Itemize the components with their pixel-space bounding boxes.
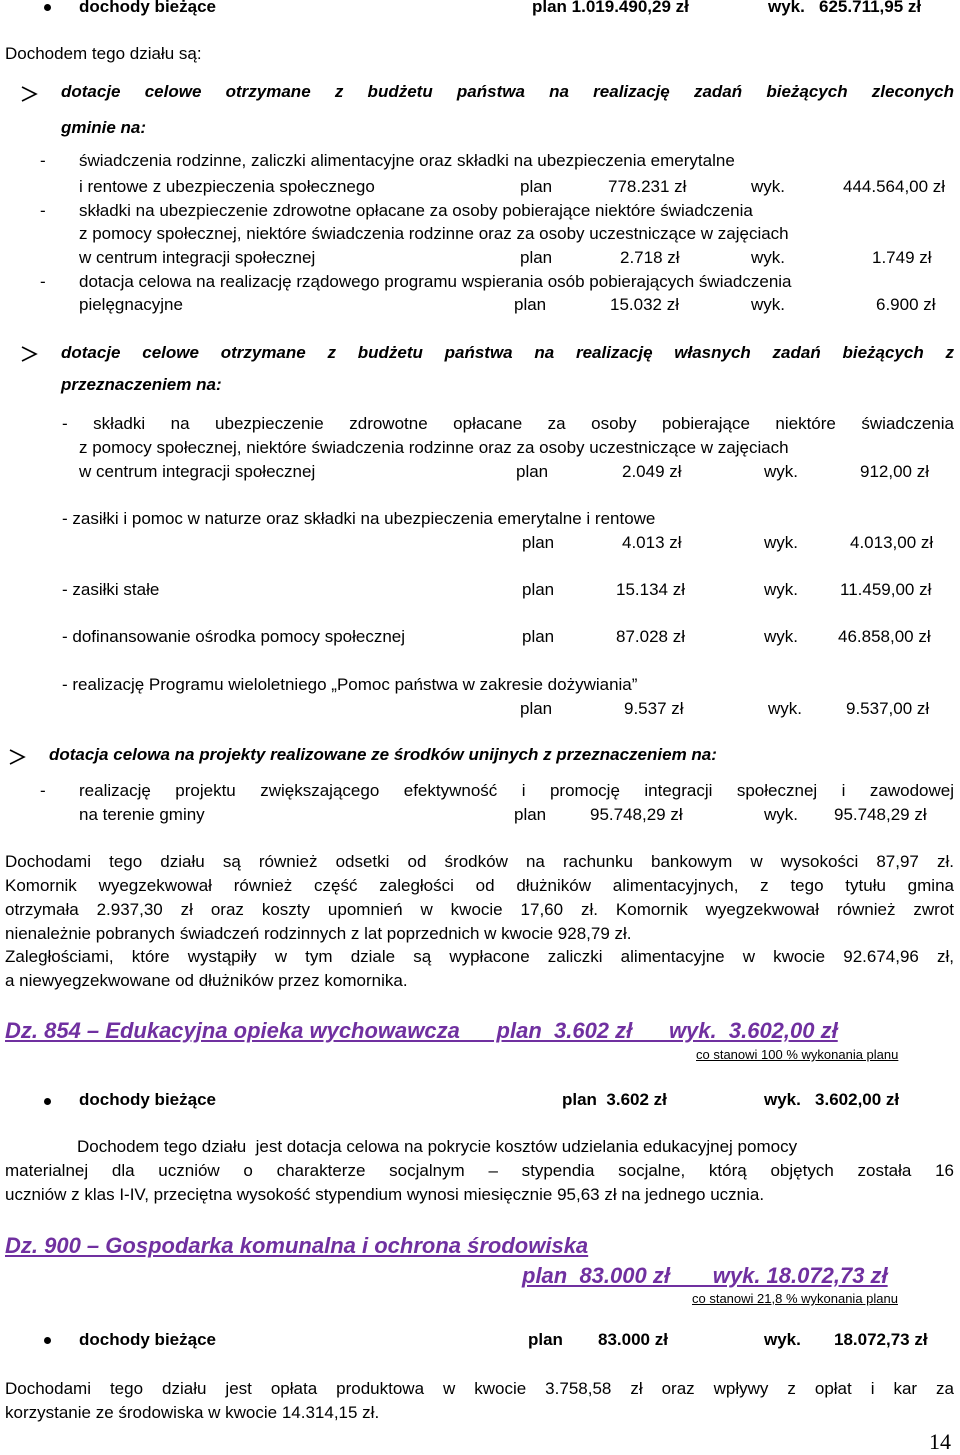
item-wyk-value: 444.564,00 zł [843, 177, 946, 196]
section-title-cont: przeznaczeniem na: [61, 375, 222, 394]
item-wyk-value: 11.459,00 zł [840, 580, 932, 599]
bullet-dot [44, 4, 51, 11]
item-text: pielęgnacyjne [79, 295, 183, 314]
item-plan-value: 15.134 zł [616, 580, 685, 599]
section-heading: Dz. 900 – Gospodarka komunalna i ochrona środowiska [5, 1233, 589, 1258]
section-title: dotacja celowa na projekty realizowane ze środków unijnych z przeznaczeniem na: [49, 745, 717, 764]
dash: - [40, 781, 46, 800]
item-wyk: wyk. [764, 533, 798, 552]
item-wyk: wyk. [764, 580, 798, 599]
row-label: dochody bieżące [79, 1090, 216, 1109]
arrow-bullet-icon [19, 344, 39, 364]
paragraph-line: nienależnie pobranych świadczeń rodzinnych z lat poprzednich w kwocie 928,79 zł. [5, 924, 632, 943]
item-plan-value: 778.231 zł [608, 177, 687, 196]
arrow-bullet-icon [19, 84, 39, 104]
section-title: dotacje celowe otrzymane z budżetu państwa na realizację zadań bieżących zleconych [61, 82, 954, 101]
item-wyk-value: 4.013,00 zł [850, 533, 934, 552]
item-plan-value: 2.718 zł [620, 248, 680, 267]
item-plan: plan [522, 627, 555, 646]
item-text: składki na ubezpieczenie zdrowotne opłacane za osoby pobierające niektóre świadczenia [79, 201, 753, 220]
item-text: realizację projektu zwiększającego efektywność i promocję integracji społecznej i zawodowej [79, 781, 954, 800]
item-text: - zasiłki i pomoc w naturze oraz składki na ubezpieczenia emerytalne i rentowe [62, 509, 656, 528]
section-heading: Dz. 854 – Edukacyjna opieka wychowawcza plan 3.602 zł wyk. 3.602,00 zł [5, 1018, 838, 1043]
item-wyk-value: 912,00 zł [860, 462, 929, 481]
item-plan: plan [514, 295, 547, 314]
dash: - [40, 272, 46, 291]
item-wyk: wyk. [751, 295, 785, 314]
paragraph-line: Zaległościami, które wystąpiły w tym dziale są wypłacone zaliczki alimentacyjne w kwocie 92.674,96 zł, [5, 947, 954, 966]
item-text: w centrum integracji społecznej [79, 248, 316, 267]
item-text: z pomocy społecznej, niektóre świadczenia rodzinne oraz za osoby uczestniczące w zajęciach [79, 224, 789, 243]
item-plan: plan [520, 699, 553, 718]
bullet-dot [44, 1098, 51, 1105]
arrow-bullet-icon [7, 747, 27, 767]
item-plan: plan [516, 462, 549, 481]
item-text: - składki na ubezpieczenie zdrowotne opłacane za osoby pobierające niektóre świadczenia [62, 414, 954, 433]
row-wyk-value: 18.072,73 zł [834, 1330, 928, 1349]
section-title: dotacje celowe otrzymane z budżetu państwa na realizację własnych zadań bieżących z [61, 343, 954, 362]
item-text: w centrum integracji społecznej [79, 462, 316, 481]
intro-text: Dochodem tego działu są: [5, 44, 202, 63]
execution-note: co stanowi 100 % wykonania planu [696, 1047, 899, 1062]
item-wyk-value: 95.748,29 zł [834, 805, 927, 824]
paragraph-line: a niewyegzekwowane od dłużników przez komornika. [5, 971, 408, 990]
item-wyk-value: 46.858,00 zł [838, 627, 931, 646]
row-wyk: wyk. 3.602,00 zł [764, 1090, 900, 1109]
item-plan: plan [514, 805, 547, 824]
row-wyk: wyk. 625.711,95 zł [768, 0, 922, 16]
paragraph-line: Dochodem tego działu jest dotacja celowa na pokrycie kosztów udzielania edukacyjnej pomocy [77, 1137, 798, 1156]
item-text: - zasiłki stałe [62, 580, 160, 599]
item-wyk: wyk. [764, 627, 798, 646]
item-plan-value: 4.013 zł [622, 533, 682, 552]
item-text: z pomocy społecznej, niektóre świadczenia rodzinne oraz za osoby uczestniczące w zajęciach [79, 438, 789, 457]
item-wyk: wyk. [764, 462, 798, 481]
page-number: 14 [929, 1429, 951, 1454]
paragraph-line: korzystanie ze środowiska w kwocie 14.314,15 zł. [5, 1403, 380, 1422]
section-heading-values: plan 83.000 zł wyk. 18.072,73 zł [522, 1263, 888, 1288]
item-plan-value: 9.537 zł [624, 699, 684, 718]
item-wyk-value: 9.537,00 zł [846, 699, 930, 718]
paragraph-line: Dochodami tego działu jest opłata produktowa w kwocie 3.758,58 zł oraz wpływy z opłat i kar za [5, 1379, 954, 1398]
row-plan: plan 1.019.490,29 zł [532, 0, 689, 16]
bullet-dot [44, 1337, 51, 1344]
item-wyk: wyk. [751, 177, 785, 196]
row-label: dochody bieżące [79, 1330, 216, 1349]
row-plan-value: 83.000 zł [598, 1330, 668, 1349]
execution-note: co stanowi 21,8 % wykonania planu [692, 1291, 898, 1306]
item-plan: plan [520, 248, 553, 267]
item-wyk-value: 1.749 zł [872, 248, 932, 267]
item-plan-value: 2.049 zł [622, 462, 682, 481]
item-wyk: wyk. [764, 805, 798, 824]
row-wyk: wyk. [764, 1330, 801, 1349]
row-plan: plan 3.602 zł [562, 1090, 667, 1109]
item-wyk: wyk. [768, 699, 802, 718]
item-plan: plan [522, 580, 555, 599]
item-plan: plan [520, 177, 553, 196]
row-label: dochody bieżące [79, 0, 216, 16]
item-plan-value: 87.028 zł [616, 627, 685, 646]
item-plan-value: 15.032 zł [610, 295, 679, 314]
item-text: świadczenia rodzinne, zaliczki alimentacyjne oraz składki na ubezpieczenia emerytalne [79, 151, 735, 170]
paragraph-line: Dochodami tego działu są również odsetki od środków na rachunku bankowym w wysokości 87,97 zł. [5, 852, 954, 871]
item-text: dotacja celowa na realizację rządowego programu wspierania osób pobierających świadczenia [79, 272, 792, 291]
item-text: - realizację Programu wieloletniego „Pomoc państwa w zakresie dożywiania” [62, 675, 638, 694]
paragraph-line: otrzymała 2.937,30 zł oraz koszty upomnień w kwocie 17,60 zł. Komornik wyegzekwował również zwrot [5, 900, 954, 919]
paragraph-line: materialnej dla uczniów o charakterze socjalnym – stypendia socjalne, którą objętych została 16 [5, 1161, 954, 1180]
paragraph-line: uczniów z klas I-IV, przeciętna wysokość stypendium wynosi miesięcznie 95,63 zł na jednego ucznia. [5, 1185, 765, 1204]
item-wyk: wyk. [751, 248, 785, 267]
paragraph-line: Komornik wyegzekwował również część zaległości od dłużników alimentacyjnych, z tego tytułu gmina [5, 876, 954, 895]
item-plan-value: 95.748,29 zł [590, 805, 683, 824]
item-text: - dofinansowanie ośrodka pomocy społecznej [62, 627, 406, 646]
dash: - [40, 201, 46, 220]
dash: - [40, 151, 46, 170]
row-plan: plan [528, 1330, 563, 1349]
item-text: i rentowe z ubezpieczenia społecznego [79, 177, 375, 196]
item-text: na terenie gminy [79, 805, 205, 824]
item-plan: plan [522, 533, 555, 552]
section-title-cont: gminie na: [61, 118, 147, 137]
item-wyk-value: 6.900 zł [876, 295, 936, 314]
